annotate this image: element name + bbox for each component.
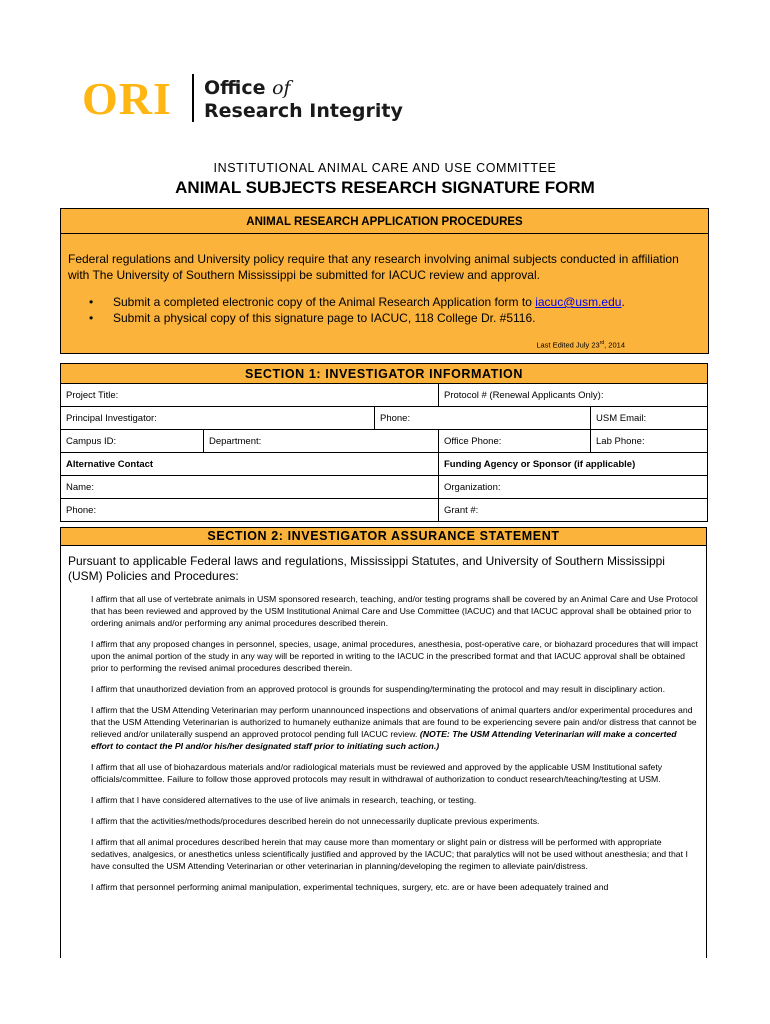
- department-field[interactable]: Department:: [204, 430, 439, 453]
- assurance-note: (NOTE: The USM Attending Veterinarian will make a concerted effort to contact the PI and/or his/her designated staff prior to initiating such action.): [91, 729, 677, 751]
- assurance-paragraph: I affirm that the activities/methods/procedures described herein do not unnecessarily duplicate previous experiments.: [91, 816, 540, 826]
- procedures-heading: ANIMAL RESEARCH APPLICATION PROCEDURES: [246, 216, 523, 228]
- form-title: ANIMAL SUBJECTS RESEARCH SIGNATURE FORM: [175, 178, 595, 197]
- assurance-statement-body: [60, 545, 707, 958]
- usm-email-field[interactable]: USM Email:: [591, 407, 708, 430]
- logo-divider: [192, 74, 194, 122]
- funding-agency-heading: Funding Agency or Sponsor (if applicable): [439, 453, 708, 476]
- logo-text-line1: [204, 77, 291, 99]
- logo-of-text: of: [272, 77, 291, 99]
- procedures-item-electronic: [61, 294, 701, 310]
- principal-investigator-field[interactable]: Principal Investigator:: [61, 407, 375, 430]
- last-edited-year: , 2014: [604, 340, 625, 350]
- organization-field[interactable]: Organization:: [439, 476, 708, 499]
- bullet-icon: •: [89, 311, 94, 325]
- investigator-info-table: [60, 363, 708, 522]
- procedures-box: [60, 208, 709, 354]
- assurance-paragraph: I affirm that I have considered alternatives to the use of live animals in research, teaching, or testing.: [91, 795, 477, 805]
- phone-field[interactable]: Phone:: [375, 407, 591, 430]
- assurance-paragraph: I affirm that all use of biohazardous materials and/or radiological materials must be reviewed and approved by the applicable USM Institutional safety officials/committee. Failure to follow those approved protocols may result in withdrawal of authorization to conduct research/teaching/testing at USM.: [91, 762, 663, 784]
- iacuc-email-link[interactable]: iacuc@usm.edu: [535, 295, 622, 309]
- assurance-paragraph: I affirm that unauthorized deviation from an approved protocol is grounds for suspending/terminating the protocol and may result in disciplinary action.: [91, 684, 666, 694]
- procedures-item-punct: .: [621, 295, 625, 309]
- lab-phone-field[interactable]: Lab Phone:: [591, 430, 708, 453]
- assurance-paragraph: I affirm that all use of vertebrate animals in USM sponsored research, teaching, and/or testing programs shall be covered by an Animal Care and Use Protocol that has been reviewed and approved by the USM Institutional Animal Care and Use Committee (IACUC) and that IACUC approval shall be obtained prior to ordering animals and/or performing any animal procedures described therein.: [91, 594, 698, 628]
- assurance-paragraph: I affirm that any proposed changes in personnel, species, usage, animal procedures, anesthesia, post-operative care, or biohazard procedures that will impact upon the animal portion of the study in any way will be reported in writing to the IACUC in the prescribed format and that IACUC approval shall be obtained prior to performing the revised animal procedures described therein.: [91, 639, 698, 673]
- bullet-icon: •: [89, 295, 94, 309]
- section1-title: SECTION 1: INVESTIGATOR INFORMATION: [61, 364, 708, 384]
- procedures-item-text: Submit a completed electronic copy of the Animal Research Application form to: [113, 295, 536, 309]
- alt-contact-name-field[interactable]: Name:: [61, 476, 439, 499]
- assurance-paragraph: [91, 704, 699, 752]
- last-edited-text: Last Edited July 23: [536, 340, 600, 350]
- committee-heading: INSTITUTIONAL ANIMAL CARE AND USE COMMITTEE: [213, 161, 557, 175]
- campus-id-field[interactable]: Campus ID:: [61, 430, 204, 453]
- alternative-contact-heading: Alternative Contact: [61, 453, 439, 476]
- procedures-divider: [61, 233, 708, 234]
- alt-contact-phone-field[interactable]: Phone:: [61, 499, 439, 522]
- office-phone-field[interactable]: Office Phone:: [439, 430, 591, 453]
- section2-title: SECTION 2: INVESTIGATOR ASSURANCE STATEMENT: [60, 527, 707, 546]
- ori-logo-mark: ORI: [82, 73, 172, 124]
- assurance-paragraph: I affirm that all animal procedures described herein that may cause more than momentary or slight pain or distress will be performed with appropriate sedatives, analgesics, or anesthetics unless scientifically justified and approved by the IACUC; that paralytics will not be used without anesthesia; and that I have consulted the USM Attending Veterinarian or other veterinarian in planning/developing the regimen to alleviate pain/distress.: [91, 837, 688, 871]
- logo-text-line2: Research Integrity: [204, 100, 403, 122]
- procedures-intro: Federal regulations and University policy require that any research involving animal subjects conducted in affiliation with The University of Southern Mississippi be submitted for IACUC review and approval.: [68, 252, 679, 282]
- procedures-list: [61, 294, 701, 326]
- project-title-field[interactable]: Project Title:: [61, 384, 439, 407]
- last-edited-sup: rd: [599, 340, 605, 346]
- logo-office-text: Office: [204, 77, 273, 99]
- assurance-paragraph-text: I affirm that the USM Attending Veterinarian may perform unannounced inspections and observations of animal quarters and/or experimental procedures and that the USM Attending Veterinarian is authorized to humanely euthanize animals that are found to be experiencing severe pain and/or distress that cannot be relieved and/or unilaterally suspend an approved protocol pending full IACUC review.: [91, 705, 697, 739]
- last-edited-date: [536, 340, 625, 350]
- procedures-item-physical: [61, 310, 701, 326]
- grant-number-field[interactable]: Grant #:: [439, 499, 708, 522]
- assurance-paragraph: I affirm that personnel performing animal manipulation, experimental techniques, surgery, etc. are or have been adequately trained and: [91, 882, 609, 892]
- protocol-number-field[interactable]: Protocol # (Renewal Applicants Only):: [439, 384, 708, 407]
- procedures-item-text: Submit a physical copy of this signature page to IACUC, 118 College Dr. #5116.: [113, 311, 536, 325]
- assurance-lead: Pursuant to applicable Federal laws and regulations, Mississippi Statutes, and University of Southern Mississippi (USM) Policies and Procedures:: [68, 554, 665, 583]
